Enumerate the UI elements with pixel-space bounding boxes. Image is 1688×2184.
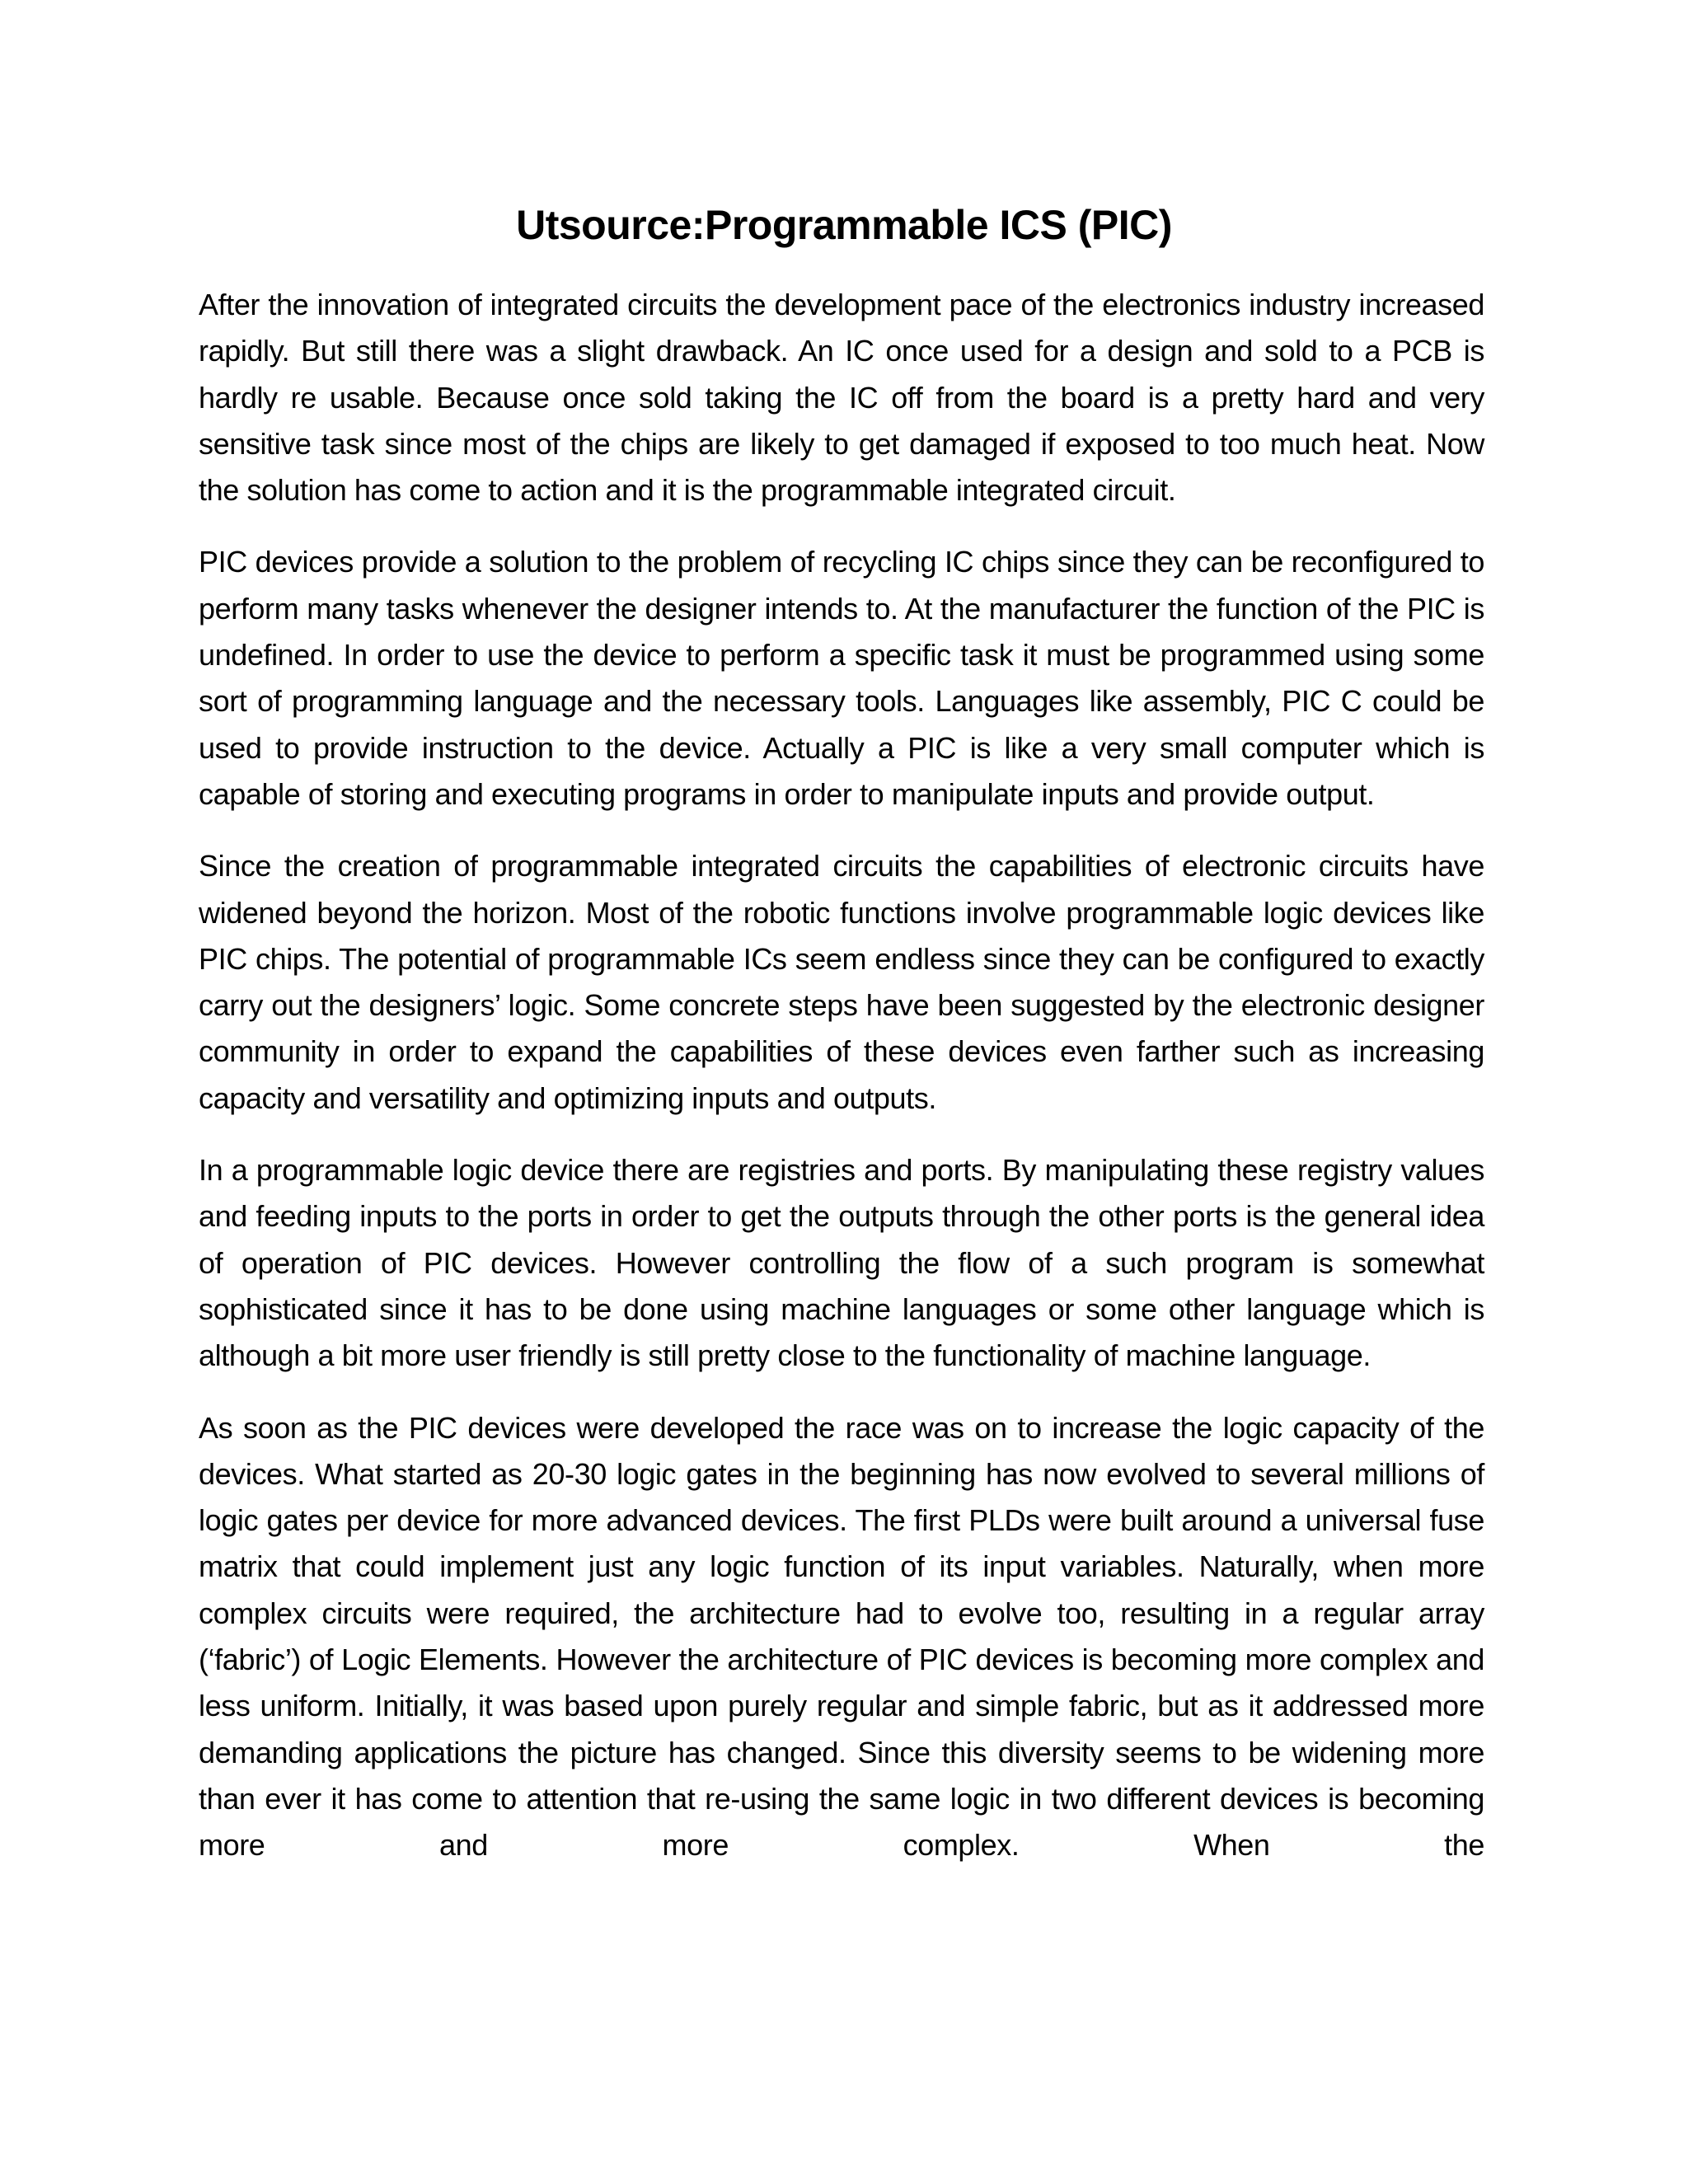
paragraph-1: After the innovation of integrated circuits the development pace of the electronics industry increased rapidly. But still there was a slight drawback. An IC once used for a design and sold to a PCB is hardly re usable. Because once sold taking the IC off from the board is a pretty hard and very sensitive task since most of the chips are likely to get damaged if exposed to too much heat. Now the solution has come to action and it is the programmable integrated circuit. xyxy=(199,288,1484,508)
paragraph-3: Since the creation of programmable integrated circuits the capabilities of electronic circuits have widened beyond the horizon. Most of the robotic functions involve programmable logic devices like PIC chips. The potential of programmable ICs seem endless since they can be configured to exactly carry out the designers’ logic. Some concrete steps have been suggested by the electronic designer community in order to expand the capabilities of these devices even farther such as increasing capacity and versatility and optimizing inputs and outputs. xyxy=(199,849,1484,1115)
paragraph-5: As soon as the PIC devices were developed the race was on to increase the logic capacity of the devices. What started as 20-30 logic gates in the beginning has now evolved to several millions of logic gates per device for more advanced devices. The first PLDs were built around a universal fuse matrix that could implement just any logic function of its input variables. Naturally, when more complex circuits were required, the architecture had to evolve too, resulting in a regular array (‘fabric’) of Logic Elements. However the architecture of PIC devices is becoming more complex and less uniform. Initially, it was based upon purely regular and simple fabric, but as it addressed more demanding applications the picture has changed. Since this diversity seems to be widening more than ever it has come to attention that re-using the same logic in two different devices is becoming more and more complex. When the xyxy=(199,1410,1484,1863)
paragraph-4: In a programmable logic device there are registries and ports. By manipulating these registry values and feeding inputs to the ports in order to get the outputs through the other ports is the general idea of operation of PIC devices. However controlling the flow of a such program is somewhat sophisticated since it has to be done using machine languages or some other language which is although a bit more user friendly is still pretty close to the functionality of machine language. xyxy=(199,1153,1484,1373)
paragraph-2: PIC devices provide a solution to the problem of recycling IC chips since they can be reconfigured to perform many tasks whenever the designer intends to. At the manufacturer the function of the PIC is undefined. In order to use the device to perform a specific task it must be programmed using some sort of programming language and the necessary tools. Languages like assembly, PIC C could be used to provide instruction to the device. Actually a PIC is like a very small computer which is capable of storing and executing programs in order to manipulate inputs and provide output. xyxy=(199,545,1484,811)
document-body xyxy=(199,282,1484,1869)
document-title: Utsource:Programmable ICS (PIC) xyxy=(516,202,1172,248)
